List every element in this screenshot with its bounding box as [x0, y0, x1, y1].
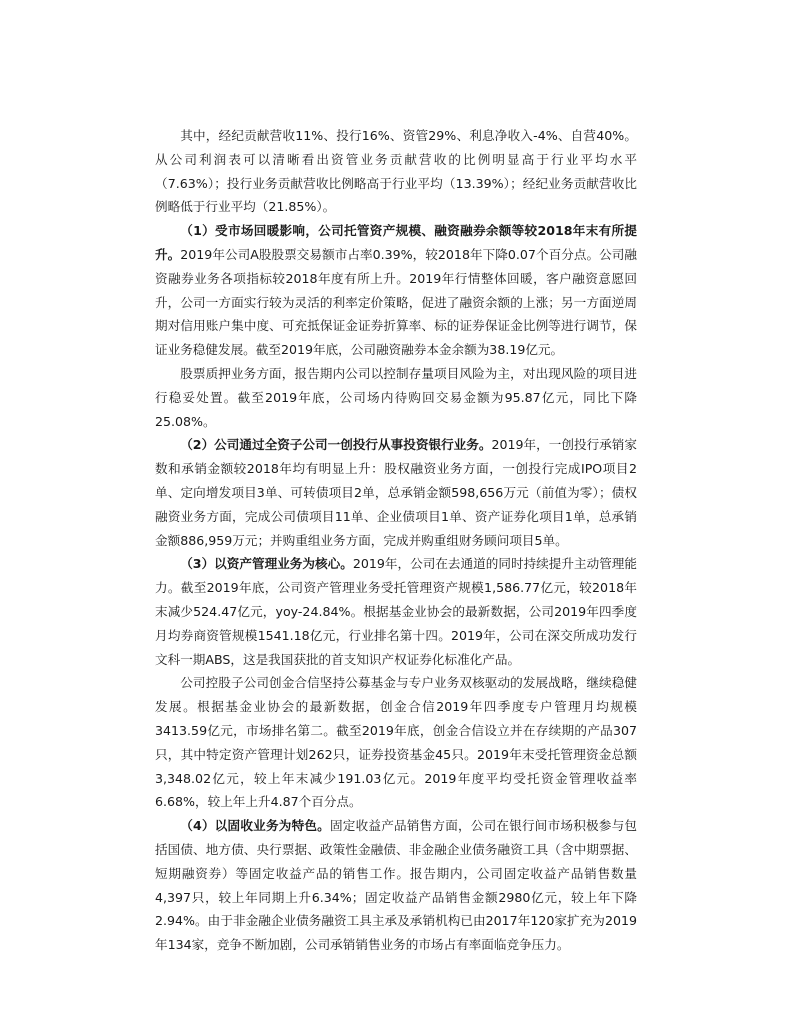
paragraph-text: 2019年公司A股股票交易额市占率0.39%，较2018年下降0.07个百分点。公司融资融券业务各项指标较2018年度有所上升。2019年行情整体回暖，客户融资意愿回升，公司一方面实行较为灵活的利率定价策略，促进了融资余额的上涨；另一方面逆周期对信用账户集中度、可充抵保证金证券折算率、标的证券保证金比例等进行调节，保证业务稳健发展。截至2019年底，公司融资融券本金余额为38.19亿元。 [155, 246, 637, 358]
paragraph [155, 433, 637, 552]
paragraph-lead: （1）受市场回暖影响，公司托管资产规模、融资融券余额等较2018年末有所提升。 [155, 223, 637, 262]
paragraph-text: 2019年，一创投行承销家数和承销金额较2018年均有明显上升：股权融资业务方面，一创投行完成IPO项目2单、定向增发项目3单、可转债项目2单，总承销金额598,656万元（前值为零）；债权融资业务方面，完成公司债项目11单、企业债项目1单、资产证券化项目1单，总承销金额886,959万元；并购重组业务方面，完成并购重组财务顾问项目5单。 [155, 437, 637, 548]
paragraph [155, 671, 637, 814]
paragraph [155, 362, 637, 433]
document-page [155, 124, 637, 957]
paragraph-text: 公司控股子公司创金合信坚持公募基金与专户业务双核驱动的发展战略，继续稳健发展。根据基金业协会的最新数据，创金合信2019年四季度专户管理月均规模3413.59亿元，市场排名第二。截至2019年底，创金合信设立并在存续期的产品307只，其中特定资产管理计划262只，证券投资基金45只。2019年末受托管理资金总额3,348.02亿元，较上年末减少191.03亿元。2019年度平均受托资金管理收益率6.68%，较上年上升4.87个百分点。 [155, 675, 637, 810]
paragraph-lead: （3）以资产管理业务为核心。 [180, 556, 353, 572]
paragraph-text: 固定收益产品销售方面，公司在银行间市场积极参与包括国债、地方债、央行票据、政策性金融债、非金融企业债务融资工具（含中期票据、短期融资券）等固定收益产品的销售工作。报告期内，公司固定收益产品销售数量4,397只，较上年同期上升6.34%；固定收益产品销售金额2980亿元，较上年下降2.94%。由于非金融企业债务融资工具主承及承销机构已由2017年120家扩充为2019年134家，竞争不断加剧，公司承销销售业务的市场占有率面临竞争压力。 [155, 818, 638, 953]
paragraph-text: 其中，经纪贡献营收11%、投行16%、资管29%、利息净收入-4%、自营40%。从公司利润表可以清晰看出资管业务贡献营收的比例明显高于行业平均水平（7.63%）；投行业务贡献营收比例略高于行业平均（13.39%）；经纪业务贡献营收比例略低于行业平均（21.85%）。 [155, 128, 637, 215]
paragraph-lead: （2）公司通过全资子公司一创投行从事投资银行业务。 [180, 437, 492, 453]
paragraph [155, 124, 637, 219]
paragraph-text: 股票质押业务方面，报告期内公司以控制存量项目风险为主，对出现风险的项目进行稳妥处置。截至2019年底，公司场内待购回交易金额为95.87亿元，同比下降25.08%。 [155, 365, 637, 429]
paragraph [155, 814, 637, 957]
paragraph [155, 552, 637, 671]
paragraph-text: 2019年，公司在去通道的同时持续提升主动管理能力。截至2019年底，公司资产管理业务受托管理资产规模1,586.77亿元，较2018年末减少524.47亿元，yoy-24.84%。根据基金业协会的最新数据，公司2019年四季度月均券商资管规模1541.18亿元，行业排名第十四。2019年，公司在深交所成功发行文科一期ABS，这是我国获批的首支知识产权证券化标准化产品。 [155, 556, 637, 667]
paragraph [155, 219, 637, 362]
paragraph-lead: （4）以固收业务为特色。 [180, 818, 330, 834]
